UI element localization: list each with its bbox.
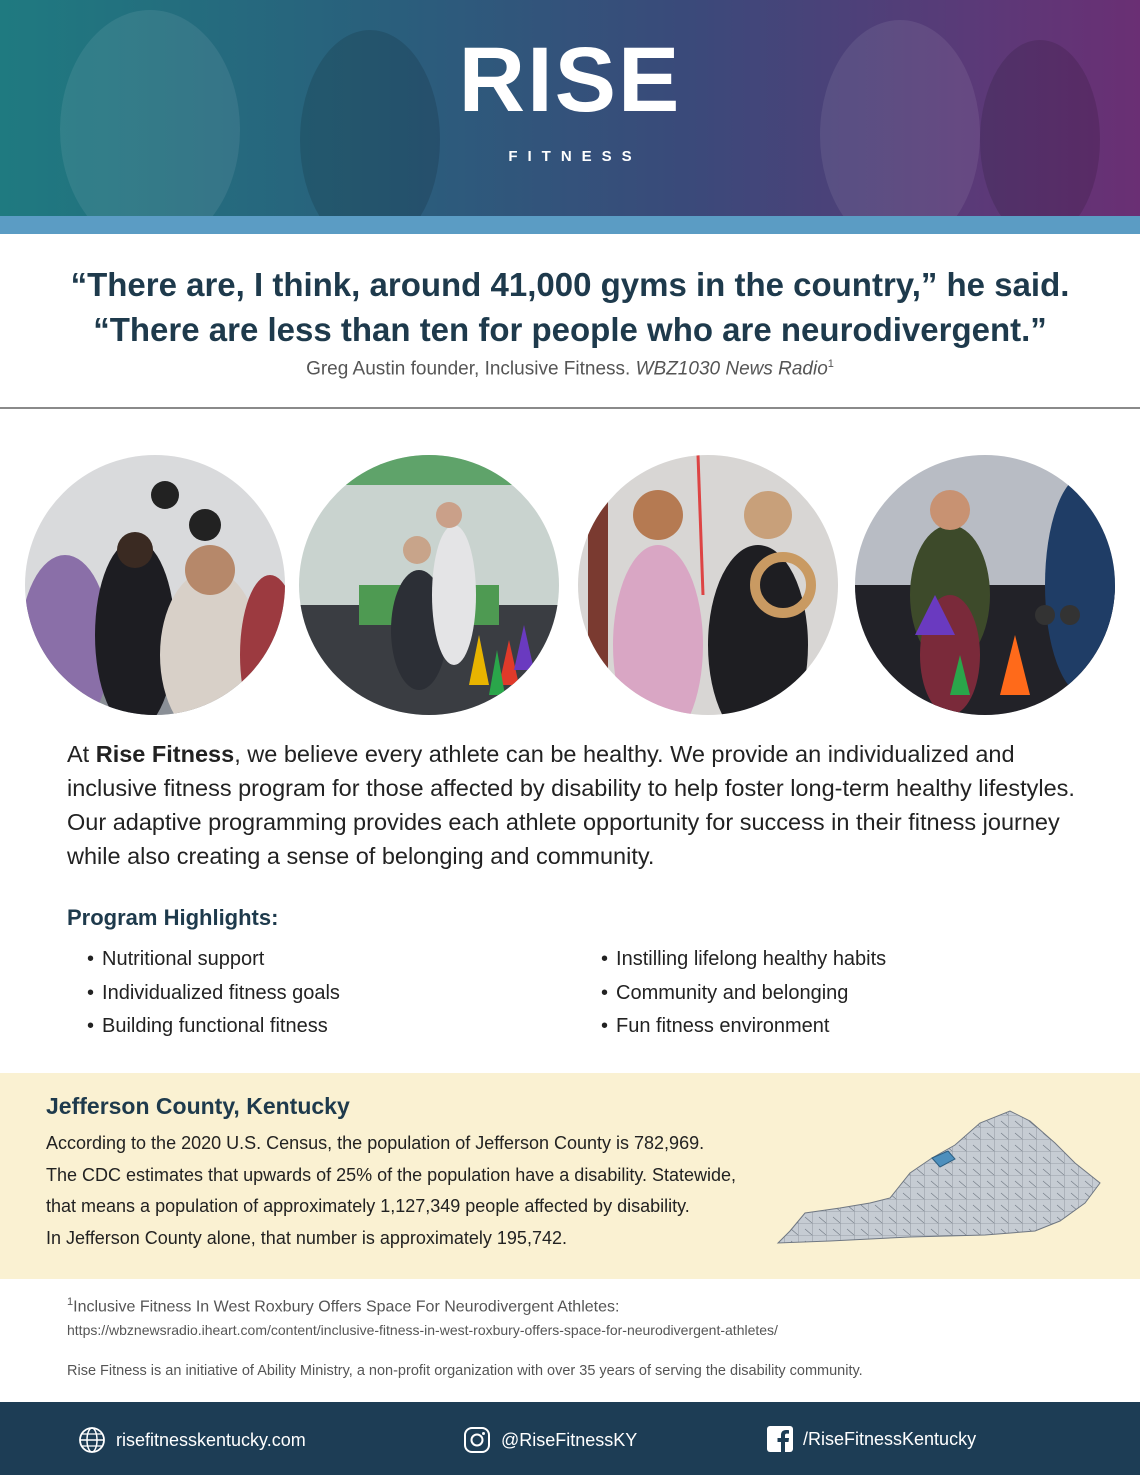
website-link[interactable] (78, 1426, 306, 1454)
footnote-url[interactable]: https://wbznewsradio.iheart.com/content/inclusive-fitness-in-west-roxbury-offers-space-for-neurodivergent-athletes/ (67, 1322, 778, 1339)
attribution-text: Greg Austin founder, Inclusive Fitness. (306, 358, 631, 380)
facebook-icon (767, 1426, 793, 1452)
highlight-item: • Building functional fitness (87, 1010, 340, 1044)
highlight-item: • Fun fitness environment (601, 1010, 886, 1044)
quote-line-1: “There are, I think, around 41,000 gyms in the country,” he said. (70, 266, 1070, 303)
county-line: According to the 2020 U.S. Census, the population of Jefferson County is 782,969. (46, 1133, 705, 1153)
photo-rings (578, 455, 838, 715)
instagram-link[interactable] (463, 1426, 637, 1454)
facebook-text: /RiseFitnessKentucky (803, 1428, 977, 1449)
highlights-list-right (601, 943, 886, 1044)
footnote-mark: 1 (827, 358, 834, 370)
quote-attribution (0, 358, 1140, 380)
footnote-number: 1 (67, 1296, 74, 1308)
attribution-source: WBZ1030 News Radio (635, 358, 828, 380)
pull-quote (0, 262, 1140, 380)
highlight-item: • Instilling lifelong healthy habits (601, 943, 886, 977)
initiative-note: Rise Fitness is an initiative of Ability Ministry, a non-profit organization with over 35 years of serving the disability community. (67, 1363, 863, 1380)
county-line: The CDC estimates that upwards of 25% of the population have a disability. Statewide, (46, 1164, 737, 1185)
kentucky-map-icon (770, 1103, 1110, 1253)
intro-paragraph (67, 737, 1087, 873)
rise-fitness-logo (0, 30, 1140, 165)
highlight-item: • Community and belonging (601, 977, 886, 1011)
instagram-icon (463, 1426, 491, 1454)
globe-icon (78, 1426, 106, 1454)
highlights-title: Program Highlights: (67, 905, 279, 930)
photo-cones (855, 455, 1115, 715)
footer-bar (0, 1402, 1140, 1475)
logo-word: RISE (458, 29, 682, 131)
footnote-title: $^1$Inclusive Fitness In West Roxbury Offers Space For Neurodivergent Athletes: (67, 1296, 620, 1316)
instagram-text: @RiseFitnessKY (501, 1429, 638, 1450)
facebook-link[interactable] (767, 1426, 976, 1452)
county-text (46, 1128, 826, 1254)
intro-body: , we believe every athlete can be healthy. We provide an individualized and inclusive fitness program for those affected by disability to help foster long-term healthy lifestyles. Our adaptive programming provides each athlete opportunity for success in their fitness journey while also creating a sense of belonging and community. (67, 741, 1075, 869)
header-accent-band (0, 216, 1140, 234)
photo-resistance-band (299, 455, 559, 715)
header-banner (0, 0, 1140, 216)
logo-subtitle: FITNESS (508, 148, 642, 165)
highlight-item: • Individualized fitness goals (87, 977, 340, 1011)
divider (0, 407, 1140, 409)
county-title: Jefferson County, Kentucky (46, 1093, 350, 1119)
intro-brand: Rise Fitness (95, 741, 235, 767)
county-section (0, 1073, 1140, 1279)
county-line: that means a population of approximately 1,127,349 people affected by disability. (46, 1196, 690, 1216)
county-line: In Jefferson County alone, that number is approximately 195,742. (46, 1227, 567, 1248)
highlight-item: • Nutritional support (87, 943, 340, 977)
photo-group-exercise (25, 455, 285, 715)
footnotes (67, 1296, 1087, 1379)
quote-line-2: “There are less than ten for people who are neurodivergent.” (93, 311, 1047, 348)
highlights-list-left (87, 943, 340, 1044)
intro-prefix: At (67, 741, 96, 767)
website-text: risefitnesskentucky.com (116, 1429, 306, 1450)
